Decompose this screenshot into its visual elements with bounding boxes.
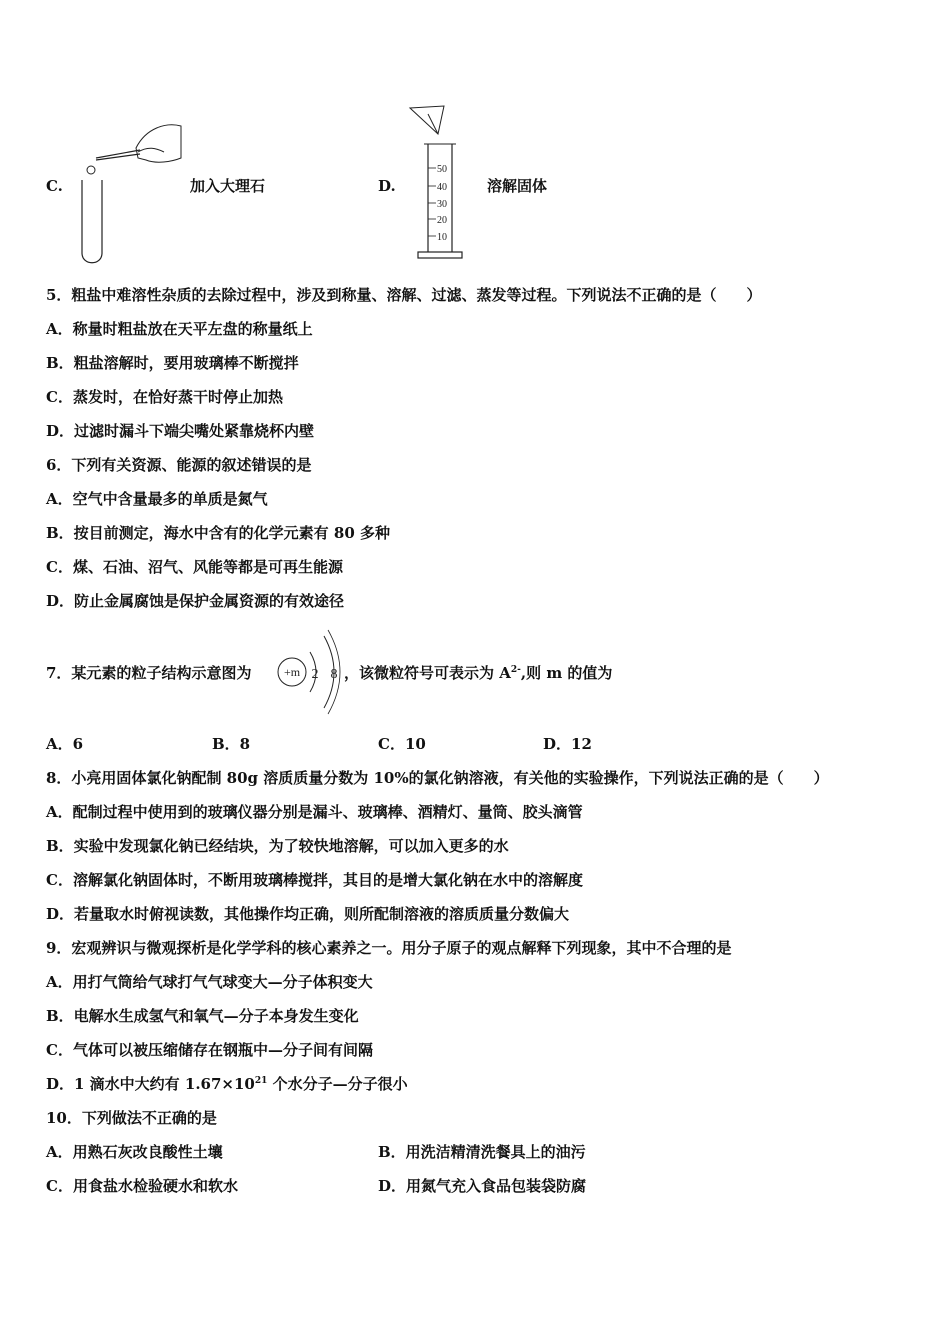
cylinder-mark: 40 [437, 182, 447, 193]
q4-option-c-text: 加入大理石 [190, 177, 266, 195]
cylinder-mark: 50 [437, 164, 447, 175]
q8-option-c: C．溶解氯化钠固体时，不断用玻璃棒搅拌，其目的是增大氯化钠在水中的溶解度 [46, 871, 583, 889]
q5-option-d: D．过滤时漏斗下端尖嘴处紧靠烧杯内壁 [46, 422, 315, 440]
q7-ion-charge: 2- [510, 665, 521, 675]
q5-stem: 5．粗盐中难溶性杂质的去除过程中，涉及到称量、溶解、过滤、蒸发等过程。下列说法不正确的是（ ） [46, 286, 762, 304]
q7-stem-after [344, 663, 612, 683]
q10-option-a: A．用熟石灰改良酸性土壤 [46, 1143, 223, 1161]
q7-option-c: C．10 [378, 735, 426, 753]
q5-option-c: C．蒸发时，在恰好蒸干时停止加热 [46, 388, 283, 406]
atomic-structure-diagram [272, 626, 352, 716]
q4-option-d-text: 溶解固体 [487, 177, 548, 195]
cylinder-mark: 10 [437, 232, 447, 243]
cylinder-mark: 30 [437, 199, 447, 210]
q7-option-d: D．12 [543, 735, 592, 753]
q9-option-d-before: D．1 滴水中大约有 1.67×10 [46, 1075, 255, 1093]
nucleus-charge: +m [283, 665, 301, 679]
q9-option-d-exponent: 21 [254, 1076, 268, 1086]
q8-option-d: D．若量取水时俯视读数，其他操作均正确，则所配制溶液的溶质质量分数偏大 [46, 905, 570, 923]
q6-stem: 6．下列有关资源、能源的叙述错误的是 [46, 456, 312, 474]
q6-option-b: B．按目前测定，海水中含有的化学元素有 80 多种 [46, 524, 390, 542]
q9-option-b: B．电解水生成氢气和氧气—分子本身发生变化 [46, 1007, 359, 1025]
q10-option-c: C．用食盐水检验硬水和软水 [46, 1177, 238, 1195]
q5-option-a: A．称量时粗盐放在天平左盘的称量纸上 [46, 320, 313, 338]
q6-option-c: C．煤、石油、沼气、风能等都是可再生能源 [46, 558, 343, 576]
q9-option-a: A．用打气筒给气球打气气球变大—分子体积变大 [46, 973, 373, 991]
graduated-cylinder-illustration [408, 104, 478, 264]
shell-electrons-1: 2 [311, 667, 319, 682]
cylinder-mark: 20 [437, 215, 447, 226]
q7-stem-before: 7．某元素的粒子结构示意图为 [46, 664, 252, 682]
q10-option-b: B．用洗洁精清洗餐具上的油污 [378, 1143, 586, 1161]
q7-option-b: B．8 [212, 735, 251, 753]
q7-stem-end: ,则 m 的值为 [520, 664, 613, 682]
q6-option-a: A．空气中含量最多的单质是氮气 [46, 490, 268, 508]
q8-option-b: B．实验中发现氯化钠已经结块，为了较快地溶解，可以加入更多的水 [46, 837, 509, 855]
q4-option-d-letter: D. [378, 177, 396, 195]
q9-stem: 9．宏观辨识与微观探析是化学学科的核心素养之一。用分子原子的观点解释下列现象，其中不合理的是 [46, 939, 732, 957]
shell-electrons-2: 8 [330, 667, 338, 682]
q7-option-a: A．6 [46, 735, 84, 753]
q10-stem: 10．下列做法不正确的是 [46, 1109, 217, 1127]
q9-option-d [46, 1074, 408, 1094]
q8-stem: 8．小亮用固体氯化钠配制 80g 溶质质量分数为 10%的氯化钠溶液，有关他的实验操作，下列说法正确的是（ ） [46, 769, 829, 787]
q7-stem-mid: ，该微粒符号可表示为 A [344, 664, 511, 682]
q9-option-d-after: 个水分子—分子很小 [267, 1075, 408, 1093]
q6-option-d: D．防止金属腐蚀是保护金属资源的有效途径 [46, 592, 345, 610]
q10-option-d: D．用氮气充入食品包装袋防腐 [378, 1177, 587, 1195]
test-tube-illustration [76, 118, 186, 268]
q8-option-a: A．配制过程中使用到的玻璃仪器分别是漏斗、玻璃棒、酒精灯、量筒、胶头滴管 [46, 803, 583, 821]
q9-option-c: C．气体可以被压缩储存在钢瓶中—分子间有间隔 [46, 1041, 373, 1059]
q4-option-c-letter: C. [46, 177, 63, 195]
q5-option-b: B．粗盐溶解时，要用玻璃棒不断搅拌 [46, 354, 299, 372]
